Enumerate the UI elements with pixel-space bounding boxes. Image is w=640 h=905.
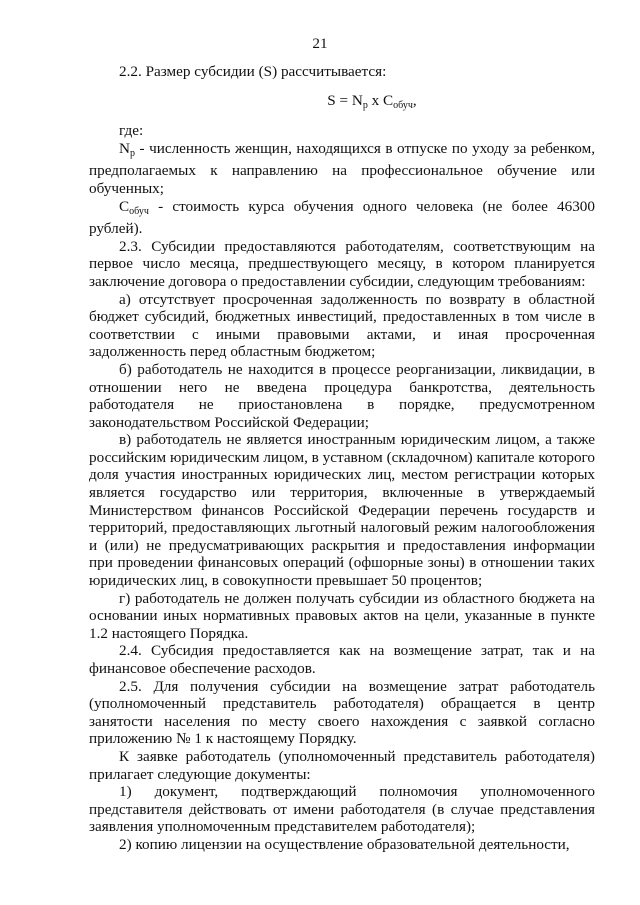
definition-cost [89, 198, 595, 238]
document-2: 2) копию лицензии на осуществление образовательной деятельности, [119, 835, 570, 853]
section-2-3: 2.3. Субсидии предоставляются работодателям, соответствующим на первое число месяца, предшествующего месяцу, в котором планируется заключение договора о предоставлении субсидии, следующим требованиям: [89, 237, 595, 290]
np-text: - численность женщин, находящихся в отпуске по уходу за ребенком, предполагаемых к направлению на профессиональное обучение или обученных; [89, 139, 595, 197]
formula [89, 92, 595, 115]
formula-end: , [412, 91, 417, 109]
formula-mid: х С [367, 91, 394, 109]
np-subscript: р [129, 147, 135, 159]
requirement-v: в) работодатель не является иностранным юридическим лицом, а также российским юридическим лицом, в уставном (складочном) капитале которого доля участия иностранных юридических лиц, местом регистрации которых является государство или территория, включенные в утверждаемый Министерством финансов Российской Федерации перечень государств и территорий, предоставляющих льготный налоговый режим налогообложения и (или) не предусматривающих раскрытия и предоставления информации при проведении финансовых операций (офшорные зоны) в отношении таких юридических лиц, в совокупности превышает 50 процентов; [89, 431, 595, 590]
c-text: - стоимость курса обучения одного человека (не более 46300 рублей). [89, 197, 595, 238]
definition-np [89, 140, 595, 198]
document-body [89, 63, 595, 854]
where-label: где: [119, 122, 144, 140]
requirement-b: б) работодатель не находится в процессе реорганизации, ликвидации, в отношении него не введена процедура банкротства, деятельность работодателя не приостановлена в порядке, предусмотренном законодательством Российской Федерации; [89, 360, 595, 431]
page-number: 21 [312, 35, 328, 52]
c-symbol: С [119, 197, 130, 215]
formula-sub-np: р [362, 99, 368, 111]
application-attachments: К заявке работодатель (уполномоченный представитель работодателя) прилагает следующие документы: [89, 747, 595, 783]
c-subscript: обуч [129, 205, 149, 217]
section-2-2: 2.2. Размер субсидии (S) рассчитывается: [119, 63, 387, 80]
requirement-g: г) работодатель не должен получать субсидии из областного бюджета на основании иных нормативных правовых актов на цели, указанные в пункте 1.2 настоящего Порядка. [89, 589, 595, 642]
requirement-a: а) отсутствует просроченная задолженность по возврату в областной бюджет субсидий, бюджетных инвестиций, предоставленных в том числе в соответствии с иными правовыми актами, и иная просроченная задолженность перед областным бюджетом; [89, 290, 595, 361]
document-1: 1) документ, подтверждающий полномочия уполномоченного представителя действовать от имени работодателя (в случае представления заявления уполномоченным представителем работодателя); [89, 783, 595, 836]
formula-lhs: S = N [327, 91, 363, 109]
formula-sub-c: обуч [393, 99, 413, 111]
section-2-5: 2.5. Для получения субсидии на возмещение затрат работодатель (уполномоченный представитель работодателя) обращается в центр занятости населения по месту своего нахождения с заявкой согласно приложению № 1 к настоящему Порядку. [89, 677, 595, 748]
np-symbol: N [119, 139, 130, 157]
section-2-4: 2.4. Субсидия предоставляется как на возмещение затрат, так и на финансовое обеспечение расходов. [89, 642, 595, 677]
